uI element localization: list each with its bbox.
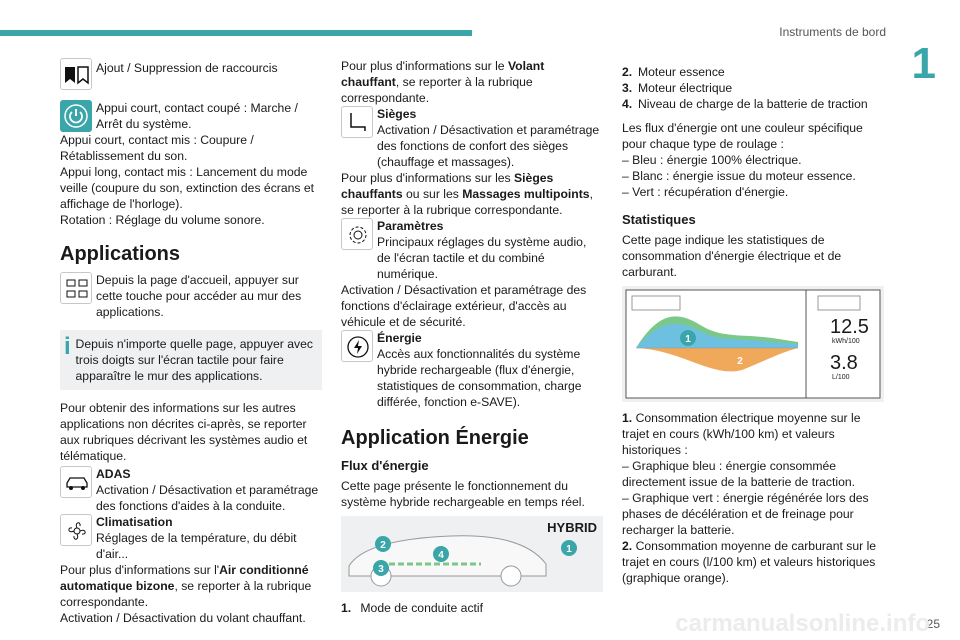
legend-3 [622,80,884,96]
clim-ref-bold: Air conditionné automatique bizone [60,563,309,593]
apps-text: Depuis la page d'accueil, appuyer sur cette touche pour accéder au mur des applications. [96,273,302,319]
other-apps-text: Pour obtenir des informations sur les autres applications non décrites ci-après, se reporter aux rubriques décrivant les systèmes audio et télématique. [60,401,308,463]
stat-fuel-unit: L/100 [832,374,850,381]
energy-title: Énergie [377,331,422,345]
adas-row [60,466,322,514]
legend-4 [622,96,884,112]
stats-legend-1b: – Graphique vert : énergie régénérée lors des phases de décélération et de freinage pour recharger la batterie. [622,491,869,537]
legend-3-num: 3. [622,81,633,95]
seats-text [377,106,603,170]
shortcut-row [60,58,322,90]
stats-legend-2-num: 2. [622,539,633,553]
clim-ref-post: , se reporter à la rubrique correspondante. [60,579,312,609]
header-title: Instruments de bord [779,25,886,39]
legend-4-text: Niveau de charge de la batterie de traction [638,97,868,111]
clim-text [96,514,322,562]
stat-elec-unit: kWh/100 [832,338,860,345]
stats-legend-1-text: Consommation électrique moyenne sur le trajet en cours (kWh/100 km) et valeurs historiques : [622,411,861,457]
svg-text:2: 2 [380,540,386,551]
clim-ref-pre: Pour plus d'informations sur l' [60,563,220,577]
adas-title: ADAS [96,467,131,481]
clim-ref [60,562,322,610]
clim-title: Climatisation [96,515,173,529]
params-text-2: Activation / Désactivation et paramétrage des fonctions d'éclairage extérieur, d'accès au véhicule et de sécurité. [341,283,587,329]
energy-desc: Accès aux fonctionnalités du système hybride rechargeable (flux d'énergie, statistiques de consommation, charge différée, fonction e-SAVE). [377,347,582,409]
legend-4-num: 4. [622,97,633,111]
seats-ref-b1: Sièges chauffants [341,171,554,201]
stat-elec-value: 12.5 [830,316,869,338]
color-green: – Vert : récupération d'énergie. [622,185,789,199]
params-row [341,218,603,282]
clim-row [60,514,322,562]
hybrid-figure [341,516,603,592]
stats-legend-1 [622,410,884,458]
hybrid-label: HYBRID [547,520,597,535]
color-blue: – Bleu : énergie 100% électrique. [622,153,802,167]
wheel-ref [341,58,603,106]
power-text-1: Appui court, contact coupé : Marche / Arrêt du système. [96,101,298,131]
legend-2 [622,64,884,80]
params-title: Paramètres [377,219,444,233]
shortcut-text: Ajout / Suppression de raccourcis [96,61,278,75]
seats-desc: Activation / Désactivation et paramétrage des fonctions de confort des sièges (chauffage et massages). [377,123,600,169]
fan-icon [60,514,92,546]
params-desc: Principaux réglages du système audio, de l'écran tactile et du combiné numérique. [377,235,587,281]
color-white: – Blanc : énergie issue du moteur essence. [622,169,856,183]
seats-ref-mid: ou sur les [402,187,463,201]
car-icon [60,466,92,498]
wheel-ref-bold: Volant chauffant [341,59,545,89]
svg-text:1: 1 [685,334,691,345]
info-box [60,330,322,390]
stats-text: Cette page indique les statistiques de consommation d'énergie électrique et de carburant. [622,233,842,279]
info-icon: i [64,333,71,360]
gear-icon [341,218,373,250]
flux-colors-text: Les flux d'énergie ont une couleur spécifique pour chaque type de roulage : [622,121,863,151]
adas-desc: Activation / Désactivation et paramétrage des fonctions d'aides à la conduite. [96,483,319,513]
column-3 [622,64,884,586]
legend-1-text: Mode de conduite actif [360,601,484,615]
adas-text [96,466,322,514]
flux-heading: Flux d'énergie [341,458,429,473]
energy-text [377,330,603,410]
clim-desc: Réglages de la température, du débit d'air... [96,531,297,561]
energy-icon [341,330,373,362]
stats-legend-1a: – Graphique bleu : énergie consommée directement issue de la batterie de traction. [622,459,856,489]
flux-text: Cette page présente le fonctionnement du système hybride rechargeable en temps réel. [341,479,585,509]
legend-1 [341,600,603,616]
seat-icon [341,106,373,138]
column-1 [60,58,322,626]
power-text-2: Appui court, contact mis : Coupure / Rétablissement du son. [60,133,254,163]
stats-legend-2-text: Consommation moyenne de carburant sur le trajet en cours (l/100 km) et valeurs historiques (graphique orange). [622,539,877,585]
wheel-ref-pre: Pour plus d'informations sur le [341,59,508,73]
seats-ref-pre: Pour plus d'informations sur les [341,171,515,185]
bookmark-icon [60,58,92,90]
watermark: carmanualsonline.info [675,610,930,637]
seats-ref-b2: Massages multipoints [462,187,590,201]
header-bar [0,30,472,36]
seats-title: Sièges [377,107,417,121]
svg-text:3: 3 [378,564,384,575]
page-number: 25 [926,617,940,631]
power-row [60,100,322,132]
seats-ref-post: , se reporter à la rubrique correspondante. [341,187,593,217]
legend-1-num: 1. [341,601,352,615]
wheel-ref-post: , se reporter à la rubrique correspondante. [341,75,533,105]
apps-grid-icon [60,272,92,304]
svg-text:2: 2 [737,356,743,367]
power-text-4: Rotation : Réglage du volume sonore. [60,213,265,227]
chapter-number: 1 [911,39,936,88]
legend-2-num: 2. [622,65,633,79]
stats-heading: Statistiques [622,212,696,227]
energy-row [341,330,603,410]
seats-row [341,106,603,170]
stat-fuel-value: 3.8 [830,352,858,374]
legend-3-text: Moteur électrique [638,81,733,95]
energy-app-heading: Application Énergie [341,427,529,449]
stats-figure [622,286,884,402]
params-text [377,218,603,282]
applications-heading: Applications [60,243,181,265]
apps-row [60,272,322,320]
info-text: Depuis n'importe quelle page, appuyer avec trois doigts sur l'écran tactile pour faire apparaître le mur des applications. [75,337,313,383]
seats-ref [341,170,603,218]
power-text-3: Appui long, contact mis : Lancement du mode veille (coupure du son, extinction des écrans et affichage de l'horloge). [60,165,315,211]
wheel-text: Activation / Désactivation du volant chauffant. [60,611,306,625]
svg-text:1: 1 [566,544,572,555]
svg-text:4: 4 [438,550,444,561]
stats-legend-2 [622,538,884,586]
power-icon [60,100,92,132]
stats-legend-1-num: 1. [622,411,633,425]
column-2 [341,58,603,616]
legend-2-text: Moteur essence [638,65,725,79]
